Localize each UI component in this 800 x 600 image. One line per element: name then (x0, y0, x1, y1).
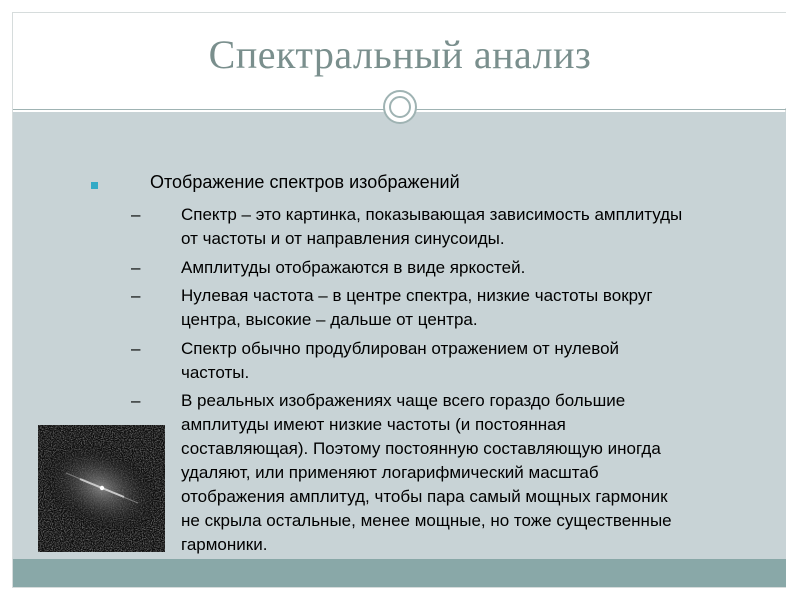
list-item-line: центра, высокие – дальше от центра. (181, 310, 478, 329)
dash-bullet: – (131, 286, 141, 305)
list-item-line: составляющая). Поэтому постоянную составляющую иногда (181, 439, 661, 458)
list-item-line: амплитуды имеют низкие частоты (и постоянная (181, 415, 566, 434)
list-item-line: В реальных изображениях чаще всего гораздо большие (181, 391, 626, 410)
list-item (181, 203, 781, 251)
list-item-line: от частоты и от направления синусоиды. (181, 229, 505, 248)
list-item (181, 284, 781, 332)
dash-bullet: – (131, 205, 141, 224)
dash-bullet: – (131, 258, 141, 277)
list-item-line: Амплитуды отображаются в виде яркостей. (181, 258, 526, 277)
bullet-square-icon (91, 182, 98, 189)
list-item (181, 256, 781, 280)
dash-bullet: – (131, 339, 141, 358)
list-item-line: не скрыла остальные, менее мощные, но тоже существенные (181, 511, 672, 530)
spectrum-image (38, 425, 165, 552)
list-item (181, 337, 781, 385)
list-item-line: удаляют, или применяют логарифмический масштаб (181, 463, 599, 482)
list-item-line: отображения амплитуд, чтобы пара самый мощных гармоник (181, 487, 668, 506)
dash-bullet: – (131, 391, 141, 410)
slide-title: Спектральный анализ (208, 32, 592, 77)
list-item (181, 389, 781, 557)
spectrum-image-graphic (38, 425, 165, 552)
list-item-line: гармоники. (181, 535, 268, 554)
list-item-line: Спектр – это картинка, показывающая зависимость амплитуды (181, 205, 683, 224)
bullet-heading: Отображение спектров изображений (150, 172, 460, 192)
list-item-line: Спектр обычно продублирован отражением от нулевой (181, 339, 620, 358)
divider-ornament-icon (383, 90, 417, 124)
list-item-line: частоты. (181, 363, 250, 382)
list-item-line: Нулевая частота – в центре спектра, низкие частоты вокруг (181, 286, 653, 305)
bottom-band (13, 559, 786, 587)
